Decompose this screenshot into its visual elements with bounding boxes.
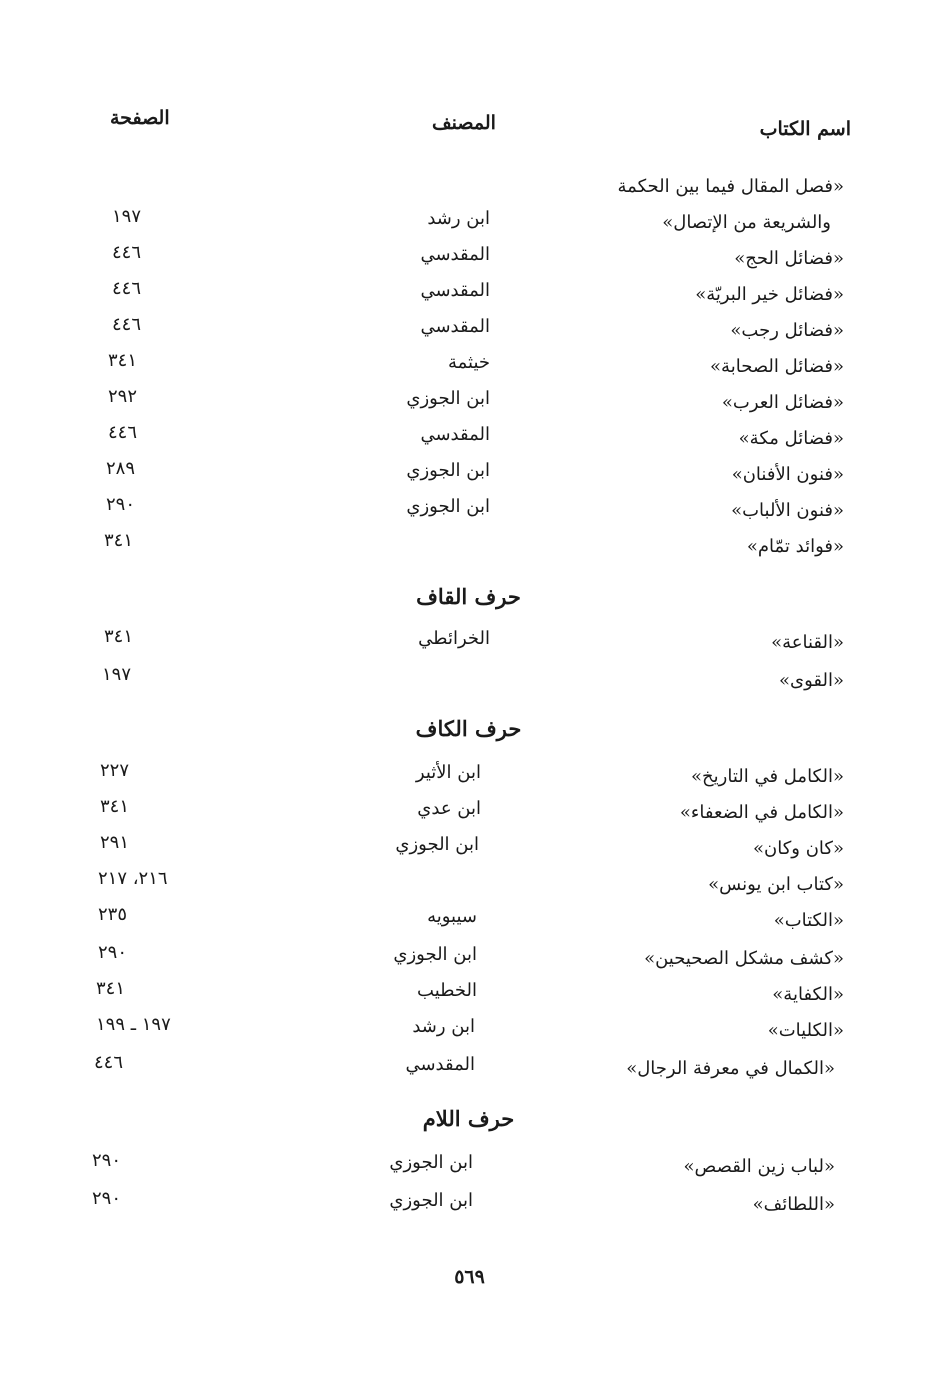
- author-name: المقدسي: [420, 424, 490, 445]
- page-folio: ٥٦٩: [454, 1266, 485, 1288]
- index-row: [0, 906, 939, 936]
- author-name: ابن الجوزي: [395, 834, 479, 855]
- book-title: «فوائد تمّام»: [746, 536, 844, 557]
- author-name: المقدسي: [420, 244, 490, 265]
- author-name: ابن الجوزي: [406, 388, 490, 409]
- index-row: [0, 280, 939, 310]
- author-name: الخطيب: [417, 980, 477, 1001]
- author-name: سيبويه: [427, 906, 477, 927]
- index-row: [0, 1016, 939, 1046]
- author-name: ابن الجوزي: [406, 496, 490, 517]
- book-title: «فضائل رجب»: [730, 320, 844, 341]
- page-number: ٤٤٦: [112, 278, 142, 299]
- index-row: [0, 244, 939, 274]
- column-header-author: المصنف: [432, 112, 496, 134]
- book-title: «فصل المقال فيما بين الحكمة: [617, 176, 844, 197]
- section-heading: [0, 584, 939, 609]
- page-number: ٣٤١: [104, 530, 134, 551]
- page-number: ١٩٧: [102, 664, 132, 685]
- page-number: ٣٤١: [96, 978, 126, 999]
- index-row: [0, 424, 939, 454]
- index-row: [0, 532, 939, 562]
- author-name: ابن الجوزي: [389, 1152, 473, 1173]
- author-name: ابن رشد: [427, 208, 490, 229]
- index-row: [0, 870, 939, 900]
- index-row: [0, 1190, 939, 1220]
- book-title: «فنون الألباب»: [731, 500, 844, 521]
- page-number: ٢٣٥: [98, 904, 128, 925]
- book-title: «القناعة»: [771, 632, 844, 653]
- section-heading-text: حرف القاف: [416, 584, 521, 609]
- author-name: ابن عدي: [417, 798, 481, 819]
- book-title: «الكمال في معرفة الرجال»: [626, 1058, 835, 1079]
- index-row: [0, 628, 939, 658]
- author-name: المقدسي: [405, 1054, 475, 1075]
- index-row: [0, 798, 939, 828]
- index-row: [0, 388, 939, 418]
- book-title: «لباب زين القصص»: [683, 1156, 835, 1177]
- author-name: المقدسي: [420, 316, 490, 337]
- page-number: ٢٩٠: [98, 942, 128, 963]
- page-number: ٢٢٧: [100, 760, 130, 781]
- book-title: «فنون الأفنان»: [731, 464, 844, 485]
- page-number: ٢٩٢: [108, 386, 138, 407]
- page-number: ٣٤١: [108, 350, 138, 371]
- page-number: ٤٤٦: [108, 422, 138, 443]
- author-name: المقدسي: [420, 280, 490, 301]
- index-row: [0, 762, 939, 792]
- book-title: «الكتاب»: [773, 910, 844, 931]
- section-heading-text: حرف اللام: [422, 1106, 515, 1131]
- author-name: ابن الجوزي: [393, 944, 477, 965]
- book-title: والشريعة من الإتصال»: [662, 212, 831, 233]
- author-name: ابن الجوزي: [389, 1190, 473, 1211]
- index-row: [0, 944, 939, 974]
- book-title: «فضائل الحج»: [734, 248, 844, 269]
- index-row: [0, 1054, 939, 1084]
- book-title: «الكامل في الضعفاء»: [679, 802, 844, 823]
- book-title: «الكامل في التاريخ»: [691, 766, 844, 787]
- book-title: «اللطائف»: [752, 1194, 835, 1215]
- section-heading-text: حرف الكاف: [415, 716, 522, 741]
- author-name: خيثمة: [447, 352, 490, 373]
- column-header-book: اسم الكتاب: [759, 118, 851, 140]
- page-number: ١٩٧: [112, 206, 142, 227]
- page-number: ٢٩٠: [106, 494, 136, 515]
- page-number: ٤٤٦: [112, 242, 142, 263]
- index-row: [0, 460, 939, 490]
- index-row: [0, 316, 939, 346]
- book-title: «الكفاية»: [772, 984, 844, 1005]
- page-number: ٢٨٩: [106, 458, 136, 479]
- book-title: «الكليات»: [767, 1020, 844, 1041]
- index-row: [0, 208, 939, 238]
- index-row: [0, 666, 939, 696]
- index-row: [0, 496, 939, 526]
- book-title: «كشف مشكل الصحيحين»: [644, 948, 844, 969]
- page-number: ٢٩٠: [92, 1188, 122, 1209]
- page-number: ١٩٧ ـ ١٩٩: [96, 1014, 171, 1035]
- index-row: [0, 834, 939, 864]
- book-title: «كتاب ابن يونس»: [708, 874, 844, 895]
- page-number: ٣٤١: [100, 796, 130, 817]
- page-number: ٢٩١: [100, 832, 130, 853]
- index-row: [0, 172, 939, 202]
- book-title: «فضائل الصحابة»: [710, 356, 844, 377]
- author-name: الخرائطي: [418, 628, 490, 649]
- page-number: ٤٤٦: [94, 1052, 124, 1073]
- book-title: «القوى»: [778, 670, 844, 691]
- index-row: [0, 980, 939, 1010]
- section-heading: [0, 1106, 939, 1131]
- author-name: ابن رشد: [412, 1016, 475, 1037]
- page-number: ٣٤١: [104, 626, 134, 647]
- book-title: «فضائل العرب»: [721, 392, 844, 413]
- section-heading: [0, 716, 939, 741]
- book-title: «فضائل مكة»: [738, 428, 844, 449]
- book-title: «كان وكان»: [753, 838, 844, 859]
- author-name: ابن الأثير: [415, 762, 481, 783]
- page-number: ٢١٦، ٢١٧: [98, 868, 168, 889]
- index-row: [0, 352, 939, 382]
- column-header-page: الصفحة: [110, 107, 170, 129]
- page-number: ٤٤٦: [112, 314, 142, 335]
- index-row: [0, 1152, 939, 1182]
- author-name: ابن الجوزي: [406, 460, 490, 481]
- book-title: «فضائل خير البريّة»: [695, 284, 844, 305]
- page-number: ٢٩٠: [92, 1150, 122, 1171]
